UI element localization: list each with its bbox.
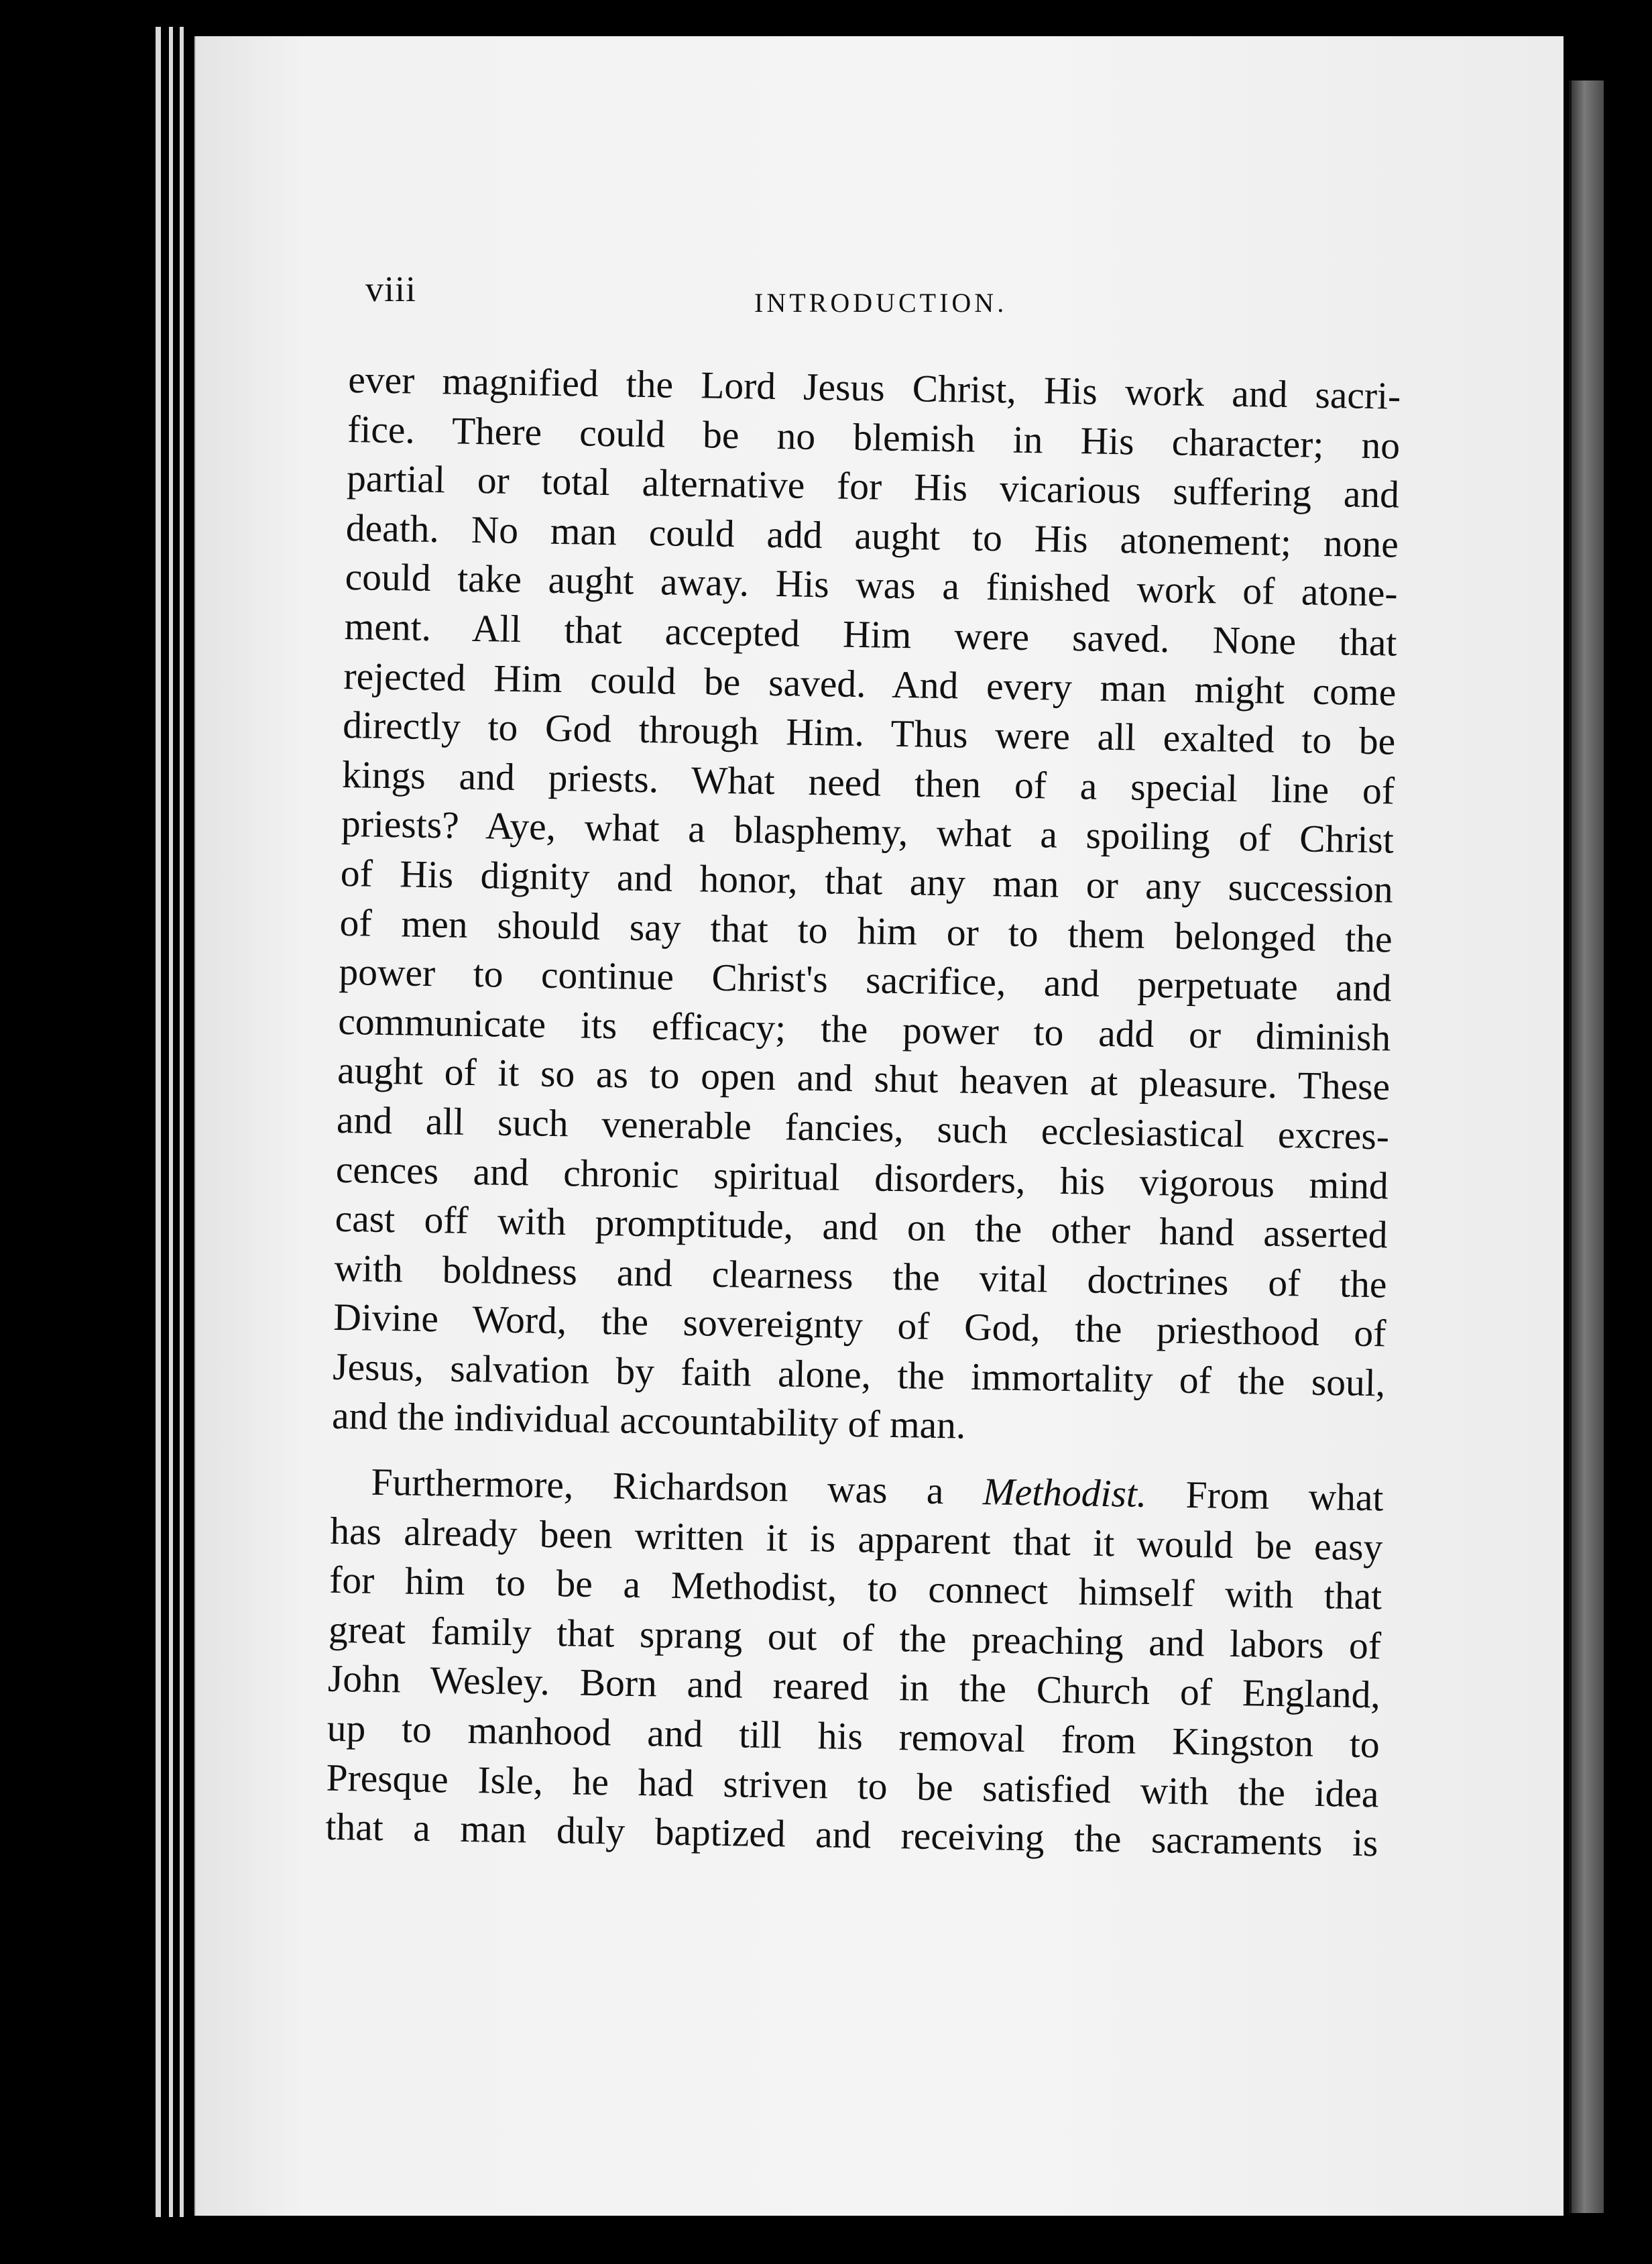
paragraph-1: [332, 355, 1401, 1458]
text-line: Presque Isle, he had striven to be satisfied with the idea: [326, 1756, 1379, 1816]
text-run: From what: [1185, 1473, 1384, 1520]
text-line: with boldness and clearness the vital doctrines of the: [334, 1247, 1387, 1306]
page-edge: [169, 27, 173, 2217]
page-header: [365, 268, 1405, 329]
text-line: ever magnified the Lord Jesus Christ, His work and sacri-: [347, 358, 1401, 418]
text-line: rejected Him could be saved. And every man might come: [343, 655, 1397, 714]
running-head: INTRODUCTION.: [754, 288, 1008, 318]
text-line: great family that sprang out of the preaching and labors of: [328, 1608, 1382, 1668]
text-line: partial or total alternative for His vicarious suffering and: [346, 457, 1400, 516]
text-line: priests? Aye, what a blasphemy, what a spoiling of Christ: [341, 803, 1395, 862]
text-line: cast off with promptitude, and on the other hand asserted: [335, 1197, 1389, 1257]
text-line: up to manhood and till his removal from Kingston to: [327, 1707, 1380, 1766]
text-line: cences and chronic spiritual disorders, his vigorous mind: [335, 1148, 1389, 1208]
paragraph-2: [325, 1457, 1384, 1868]
page-number: viii: [365, 269, 417, 309]
text-line: for him to be a Methodist, to connect himself with that: [329, 1559, 1382, 1618]
text-line: has already been written it is apparent that it would be easy: [329, 1510, 1383, 1569]
text-line: could take aught away. His was a finished work of atone-: [345, 556, 1399, 615]
text-line: kings and priests. What need then of a special line of: [341, 753, 1395, 813]
page-edge: [156, 27, 161, 2217]
text-line: power to continue Christ's sacrifice, and perpetuate and: [339, 951, 1392, 1010]
text-line: of His dignity and honor, that any man or any succession: [340, 852, 1394, 911]
text-line: Jesus, salvation by faith alone, the immortality of the soul,: [332, 1345, 1386, 1405]
body-text: [325, 355, 1401, 1868]
text-line: and all such venerable fancies, such ecclesiastical excres-: [336, 1098, 1390, 1158]
text-line: communicate its efficacy; the power to add or diminish: [337, 1000, 1391, 1060]
text-line: aught of it so as to open and shut heaven at pleasure. These: [337, 1050, 1391, 1109]
text-line: and the individual accountability of man.: [331, 1395, 966, 1448]
emphasized-word: Methodist.: [982, 1471, 1147, 1516]
text-line: ment. All that accepted Him were saved. None that: [344, 605, 1397, 665]
text-line: Divine Word, the sovereignty of God, the priesthood of: [333, 1296, 1386, 1355]
text-line: fice. There could be no blemish in His character; no: [347, 408, 1401, 467]
text-line: of men should say that to him or to them belonged the: [339, 901, 1393, 961]
text-line: death. No man could add aught to His atonement; none: [345, 506, 1399, 566]
book-spine: [1569, 80, 1604, 2213]
text-line: John Wesley. Born and reared in the Church of England,: [327, 1658, 1381, 1717]
text-line: that a man duly baptized and receiving the sacraments is: [325, 1805, 1378, 1865]
text-line: directly to God through Him. Thus were all exalted to be: [342, 704, 1396, 763]
text-run: Furthermore, Richardson was a: [371, 1461, 944, 1513]
page-edge: [180, 27, 184, 2217]
